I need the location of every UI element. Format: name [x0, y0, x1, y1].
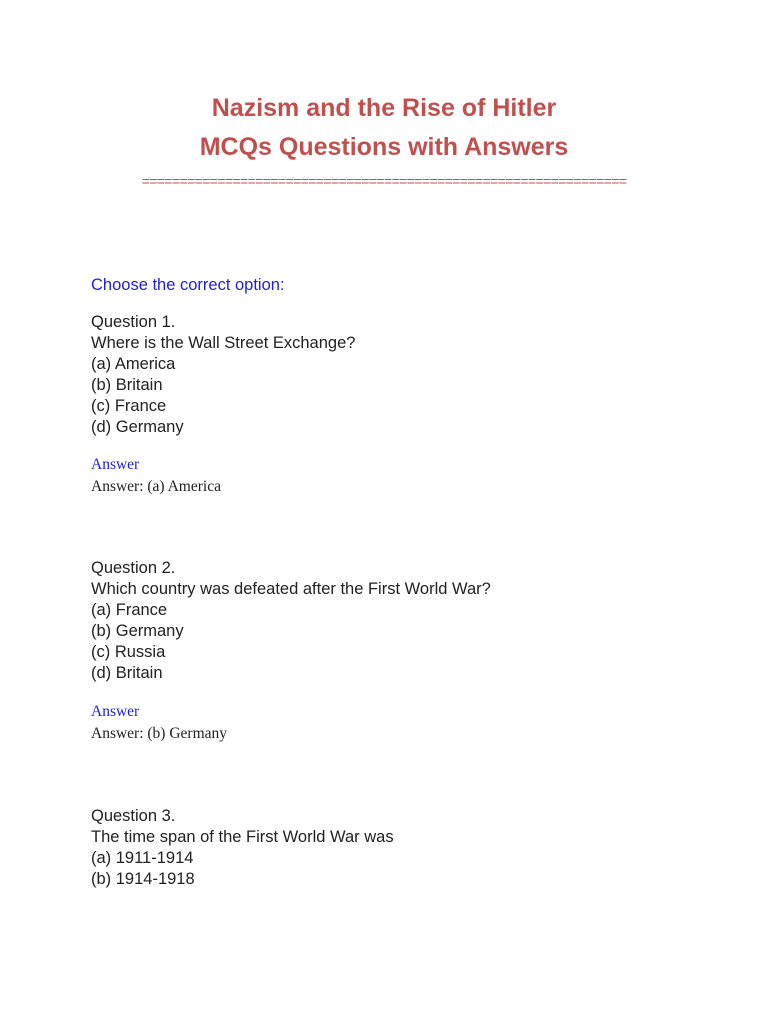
answer-block-1	[91, 454, 221, 497]
answer-text: Answer: (a) America	[91, 478, 221, 495]
option-d: (d) Britain	[91, 664, 163, 682]
question-number: Question 1.	[91, 313, 176, 331]
option-b: (b) Germany	[91, 622, 184, 640]
option-c: (c) Russia	[91, 643, 166, 661]
question-text: The time span of the First World War was	[91, 828, 394, 846]
answer-toggle-link[interactable]: Answer	[91, 703, 140, 720]
option-d: (d) Germany	[91, 418, 184, 436]
question-1	[91, 312, 355, 438]
option-a: (a) France	[91, 601, 168, 619]
title-divider: ================================================================	[141, 173, 627, 189]
question-text: Where is the Wall Street Exchange?	[91, 334, 356, 352]
question-2	[91, 558, 491, 684]
question-number: Question 2.	[91, 559, 176, 577]
question-text: Which country was defeated after the First World War?	[91, 580, 491, 598]
answer-toggle-link[interactable]: Answer	[91, 456, 140, 473]
option-a: (a) 1911-1914	[91, 849, 194, 867]
question-3	[91, 806, 394, 890]
option-c: (c) France	[91, 397, 167, 415]
page-subtitle: MCQs Questions with Answers	[199, 133, 569, 161]
question-number: Question 3.	[91, 807, 176, 825]
instruction-text: Choose the correct option:	[91, 276, 285, 294]
page-title: Nazism and the Rise of Hitler	[211, 94, 557, 122]
option-b: (b) Britain	[91, 376, 163, 394]
answer-text: Answer: (b) Germany	[91, 725, 228, 742]
option-a: (a) America	[91, 355, 176, 373]
option-b: (b) 1914-1918	[91, 870, 195, 888]
answer-block-2	[91, 701, 227, 744]
